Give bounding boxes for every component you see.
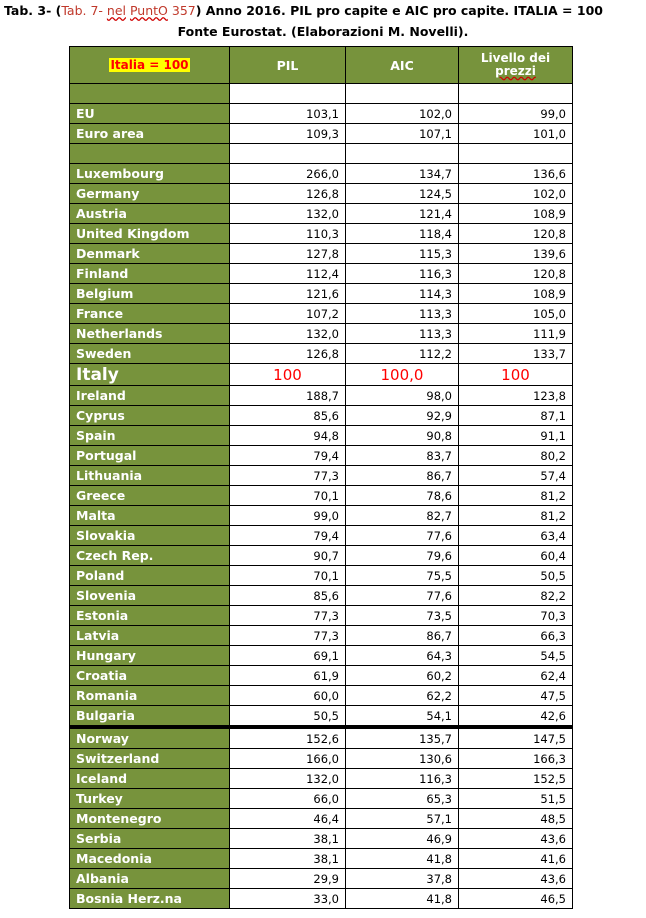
legend-label: Italia = 100 [110,58,189,72]
prezzi-value: 43,6 [459,829,573,849]
aic-value: 46,9 [346,829,459,849]
aic-value: 37,8 [346,869,459,889]
pil-value: 126,8 [230,184,346,204]
spacer-row [70,84,573,104]
pil-value: 79,4 [230,446,346,466]
country-name: Lithuania [70,466,230,486]
caption-line-1 [0,0,646,21]
prezzi-value: 105,0 [459,304,573,324]
country-name: France [70,304,230,324]
aic-value: 107,1 [346,124,459,144]
prezzi-value: 87,1 [459,406,573,426]
prezzi-value: 70,3 [459,606,573,626]
pil-value: 79,4 [230,526,346,546]
table-row [70,406,573,426]
aic-value: 102,0 [346,104,459,124]
pil-value: 70,1 [230,566,346,586]
prezzi-value: 81,2 [459,486,573,506]
table-body [70,84,573,909]
country-name: Cyprus [70,406,230,426]
spacer-row [70,144,573,164]
aic-value: 77,6 [346,526,459,546]
aic-value: 79,6 [346,546,459,566]
empty-cell [459,84,573,104]
aic-value: 92,9 [346,406,459,426]
aic-value: 54,1 [346,706,459,728]
country-name: Denmark [70,244,230,264]
country-name: Italy [70,364,230,386]
pil-value: 110,3 [230,224,346,244]
country-name: Latvia [70,626,230,646]
prezzi-value: 99,0 [459,104,573,124]
country-name: Germany [70,184,230,204]
prezzi-value: 101,0 [459,124,573,144]
country-name: United Kingdom [70,224,230,244]
pil-value: 60,0 [230,686,346,706]
table-row [70,749,573,769]
prezzi-value: 48,5 [459,809,573,829]
table-row [70,706,573,728]
aic-value: 75,5 [346,566,459,586]
country-name: Turkey [70,789,230,809]
empty-cell [459,144,573,164]
caption-prefix: Tab. 3- ( [4,3,62,18]
prezzi-value: 166,3 [459,749,573,769]
country-name: Croatia [70,666,230,686]
table-row [70,789,573,809]
pil-value: 132,0 [230,204,346,224]
table-row [70,364,573,386]
country-name: Iceland [70,769,230,789]
table-row [70,124,573,144]
aic-value: 115,3 [346,244,459,264]
table-row [70,566,573,586]
aic-value: 62,2 [346,686,459,706]
prezzi-value: 147,5 [459,727,573,749]
aic-value: 114,3 [346,284,459,304]
aic-value: 124,5 [346,184,459,204]
prezzi-value: 102,0 [459,184,573,204]
country-name: Luxembourg [70,164,230,184]
aic-value: 113,3 [346,304,459,324]
pil-value: 109,3 [230,124,346,144]
country-name: Switzerland [70,749,230,769]
pil-value: 38,1 [230,829,346,849]
header-row [70,47,573,84]
table-row [70,686,573,706]
aic-value: 100,0 [346,364,459,386]
pil-value: 46,4 [230,809,346,829]
table-row [70,769,573,789]
table-row [70,829,573,849]
prezzi-value: 47,5 [459,686,573,706]
table-row [70,344,573,364]
pil-value: 266,0 [230,164,346,184]
aic-value: 116,3 [346,769,459,789]
country-name: Malta [70,506,230,526]
prezzi-value: 43,6 [459,869,573,889]
pil-value: 38,1 [230,849,346,869]
caption-suffix: ) Anno 2016. PIL pro capite e AIC pro capite. ITALIA = 100 [195,3,603,18]
prezzi-value: 120,8 [459,264,573,284]
country-name: Czech Rep. [70,546,230,566]
country-name: Estonia [70,606,230,626]
table-row [70,264,573,284]
pil-value: 70,1 [230,486,346,506]
prezzi-value: 133,7 [459,344,573,364]
aic-value: 65,3 [346,789,459,809]
aic-value: 83,7 [346,446,459,466]
column-header-prezzi [459,47,573,84]
prezzi-value: 57,4 [459,466,573,486]
table-row [70,869,573,889]
country-name: Greece [70,486,230,506]
pil-value: 33,0 [230,889,346,909]
prezzi-value: 50,5 [459,566,573,586]
pil-value: 126,8 [230,344,346,364]
prezzi-value: 41,6 [459,849,573,869]
aic-value: 112,2 [346,344,459,364]
table-row [70,204,573,224]
table-row [70,666,573,686]
table-row [70,526,573,546]
column-header-prezzi-line-1: Livello dei [480,51,551,65]
aic-value: 90,8 [346,426,459,446]
table-row [70,809,573,829]
prezzi-value: 111,9 [459,324,573,344]
table-row [70,486,573,506]
pil-value: 29,9 [230,869,346,889]
pil-value: 100 [230,364,346,386]
pil-value: 90,7 [230,546,346,566]
country-name: Macedonia [70,849,230,869]
prezzi-value: 108,9 [459,284,573,304]
prezzi-value: 108,9 [459,204,573,224]
pil-value: 77,3 [230,466,346,486]
aic-value: 82,7 [346,506,459,526]
country-name: Sweden [70,344,230,364]
table-row [70,626,573,646]
country-name: Euro area [70,124,230,144]
country-name: Serbia [70,829,230,849]
column-header-pil: PIL [230,47,346,84]
aic-value: 57,1 [346,809,459,829]
aic-value: 41,8 [346,849,459,869]
country-name: Montenegro [70,809,230,829]
pil-value: 121,6 [230,284,346,304]
empty-cell [346,144,459,164]
pil-value: 152,6 [230,727,346,749]
caption-line-2: Fonte Eurostat. (Elaborazioni M. Novelli). [177,24,469,39]
prezzi-value: 66,3 [459,626,573,646]
aic-value: 86,7 [346,626,459,646]
data-table [69,46,573,909]
country-name: Slovakia [70,526,230,546]
prezzi-value: 81,2 [459,506,573,526]
pil-value: 127,8 [230,244,346,264]
caption-ref-d: PuntO [129,3,168,18]
prezzi-value: 152,5 [459,769,573,789]
country-name: Poland [70,566,230,586]
prezzi-value: 123,8 [459,386,573,406]
table-row [70,164,573,184]
prezzi-value: 51,5 [459,789,573,809]
table-row [70,849,573,869]
aic-value: 135,7 [346,727,459,749]
pil-value: 188,7 [230,386,346,406]
country-name: Albania [70,869,230,889]
aic-value: 86,7 [346,466,459,486]
aic-value: 60,2 [346,666,459,686]
table-row [70,426,573,446]
empty-cell [230,144,346,164]
country-name: Slovenia [70,586,230,606]
country-name: Netherlands [70,324,230,344]
pil-value: 166,0 [230,749,346,769]
country-name: Belgium [70,284,230,304]
table-row [70,506,573,526]
table-row [70,244,573,264]
country-name: Norway [70,727,230,749]
country-name: Bulgaria [70,706,230,728]
legend-cell [70,47,230,84]
prezzi-value: 80,2 [459,446,573,466]
aic-value: 41,8 [346,889,459,909]
pil-value: 103,1 [230,104,346,124]
prezzi-value: 139,6 [459,244,573,264]
table-row [70,324,573,344]
pil-value: 50,5 [230,706,346,728]
prezzi-value: 46,5 [459,889,573,909]
country-name: Austria [70,204,230,224]
table-row [70,224,573,244]
aic-value: 98,0 [346,386,459,406]
table-row [70,727,573,749]
table-row [70,284,573,304]
aic-value: 64,3 [346,646,459,666]
prezzi-value: 60,4 [459,546,573,566]
country-name: Portugal [70,446,230,466]
table-caption [0,0,646,42]
prezzi-value: 54,5 [459,646,573,666]
aic-value: 118,4 [346,224,459,244]
pil-value: 85,6 [230,406,346,426]
empty-cell [230,84,346,104]
table-row [70,586,573,606]
country-name: Ireland [70,386,230,406]
prezzi-value: 62,4 [459,666,573,686]
pil-value: 85,6 [230,586,346,606]
prezzi-value: 82,2 [459,586,573,606]
aic-value: 121,4 [346,204,459,224]
table-row [70,304,573,324]
pil-value: 66,0 [230,789,346,809]
table-row [70,889,573,909]
caption-ref-b: nel [106,3,126,18]
aic-value: 116,3 [346,264,459,284]
pil-value: 132,0 [230,324,346,344]
table-row [70,104,573,124]
pil-value: 112,4 [230,264,346,284]
table-row [70,386,573,406]
pil-value: 99,0 [230,506,346,526]
aic-value: 130,6 [346,749,459,769]
aic-value: 77,6 [346,586,459,606]
pil-value: 107,2 [230,304,346,324]
aic-value: 78,6 [346,486,459,506]
prezzi-value: 136,6 [459,164,573,184]
prezzi-value: 91,1 [459,426,573,446]
country-name: Romania [70,686,230,706]
prezzi-value: 42,6 [459,706,573,728]
empty-cell [346,84,459,104]
prezzi-value: 120,8 [459,224,573,244]
table-row [70,446,573,466]
country-name: Hungary [70,646,230,666]
table-row [70,606,573,626]
empty-cell [70,144,230,164]
pil-value: 69,1 [230,646,346,666]
country-name: Spain [70,426,230,446]
pil-value: 77,3 [230,626,346,646]
pil-value: 77,3 [230,606,346,626]
table-row [70,184,573,204]
empty-cell [70,84,230,104]
aic-value: 113,3 [346,324,459,344]
table-row [70,646,573,666]
aic-value: 73,5 [346,606,459,626]
column-header-prezzi-line-2: prezzi [495,64,536,78]
caption-ref-e: 357 [167,3,196,18]
country-name: Finland [70,264,230,284]
column-header-aic: AIC [346,47,459,84]
country-name: EU [70,104,230,124]
pil-value: 94,8 [230,426,346,446]
table-row [70,466,573,486]
country-name: Bosnia Herz.na [70,889,230,909]
caption-ref-a: Tab. 7- [61,3,107,18]
pil-value: 61,9 [230,666,346,686]
prezzi-value: 100 [459,364,573,386]
table-row [70,546,573,566]
aic-value: 134,7 [346,164,459,184]
pil-value: 132,0 [230,769,346,789]
prezzi-value: 63,4 [459,526,573,546]
